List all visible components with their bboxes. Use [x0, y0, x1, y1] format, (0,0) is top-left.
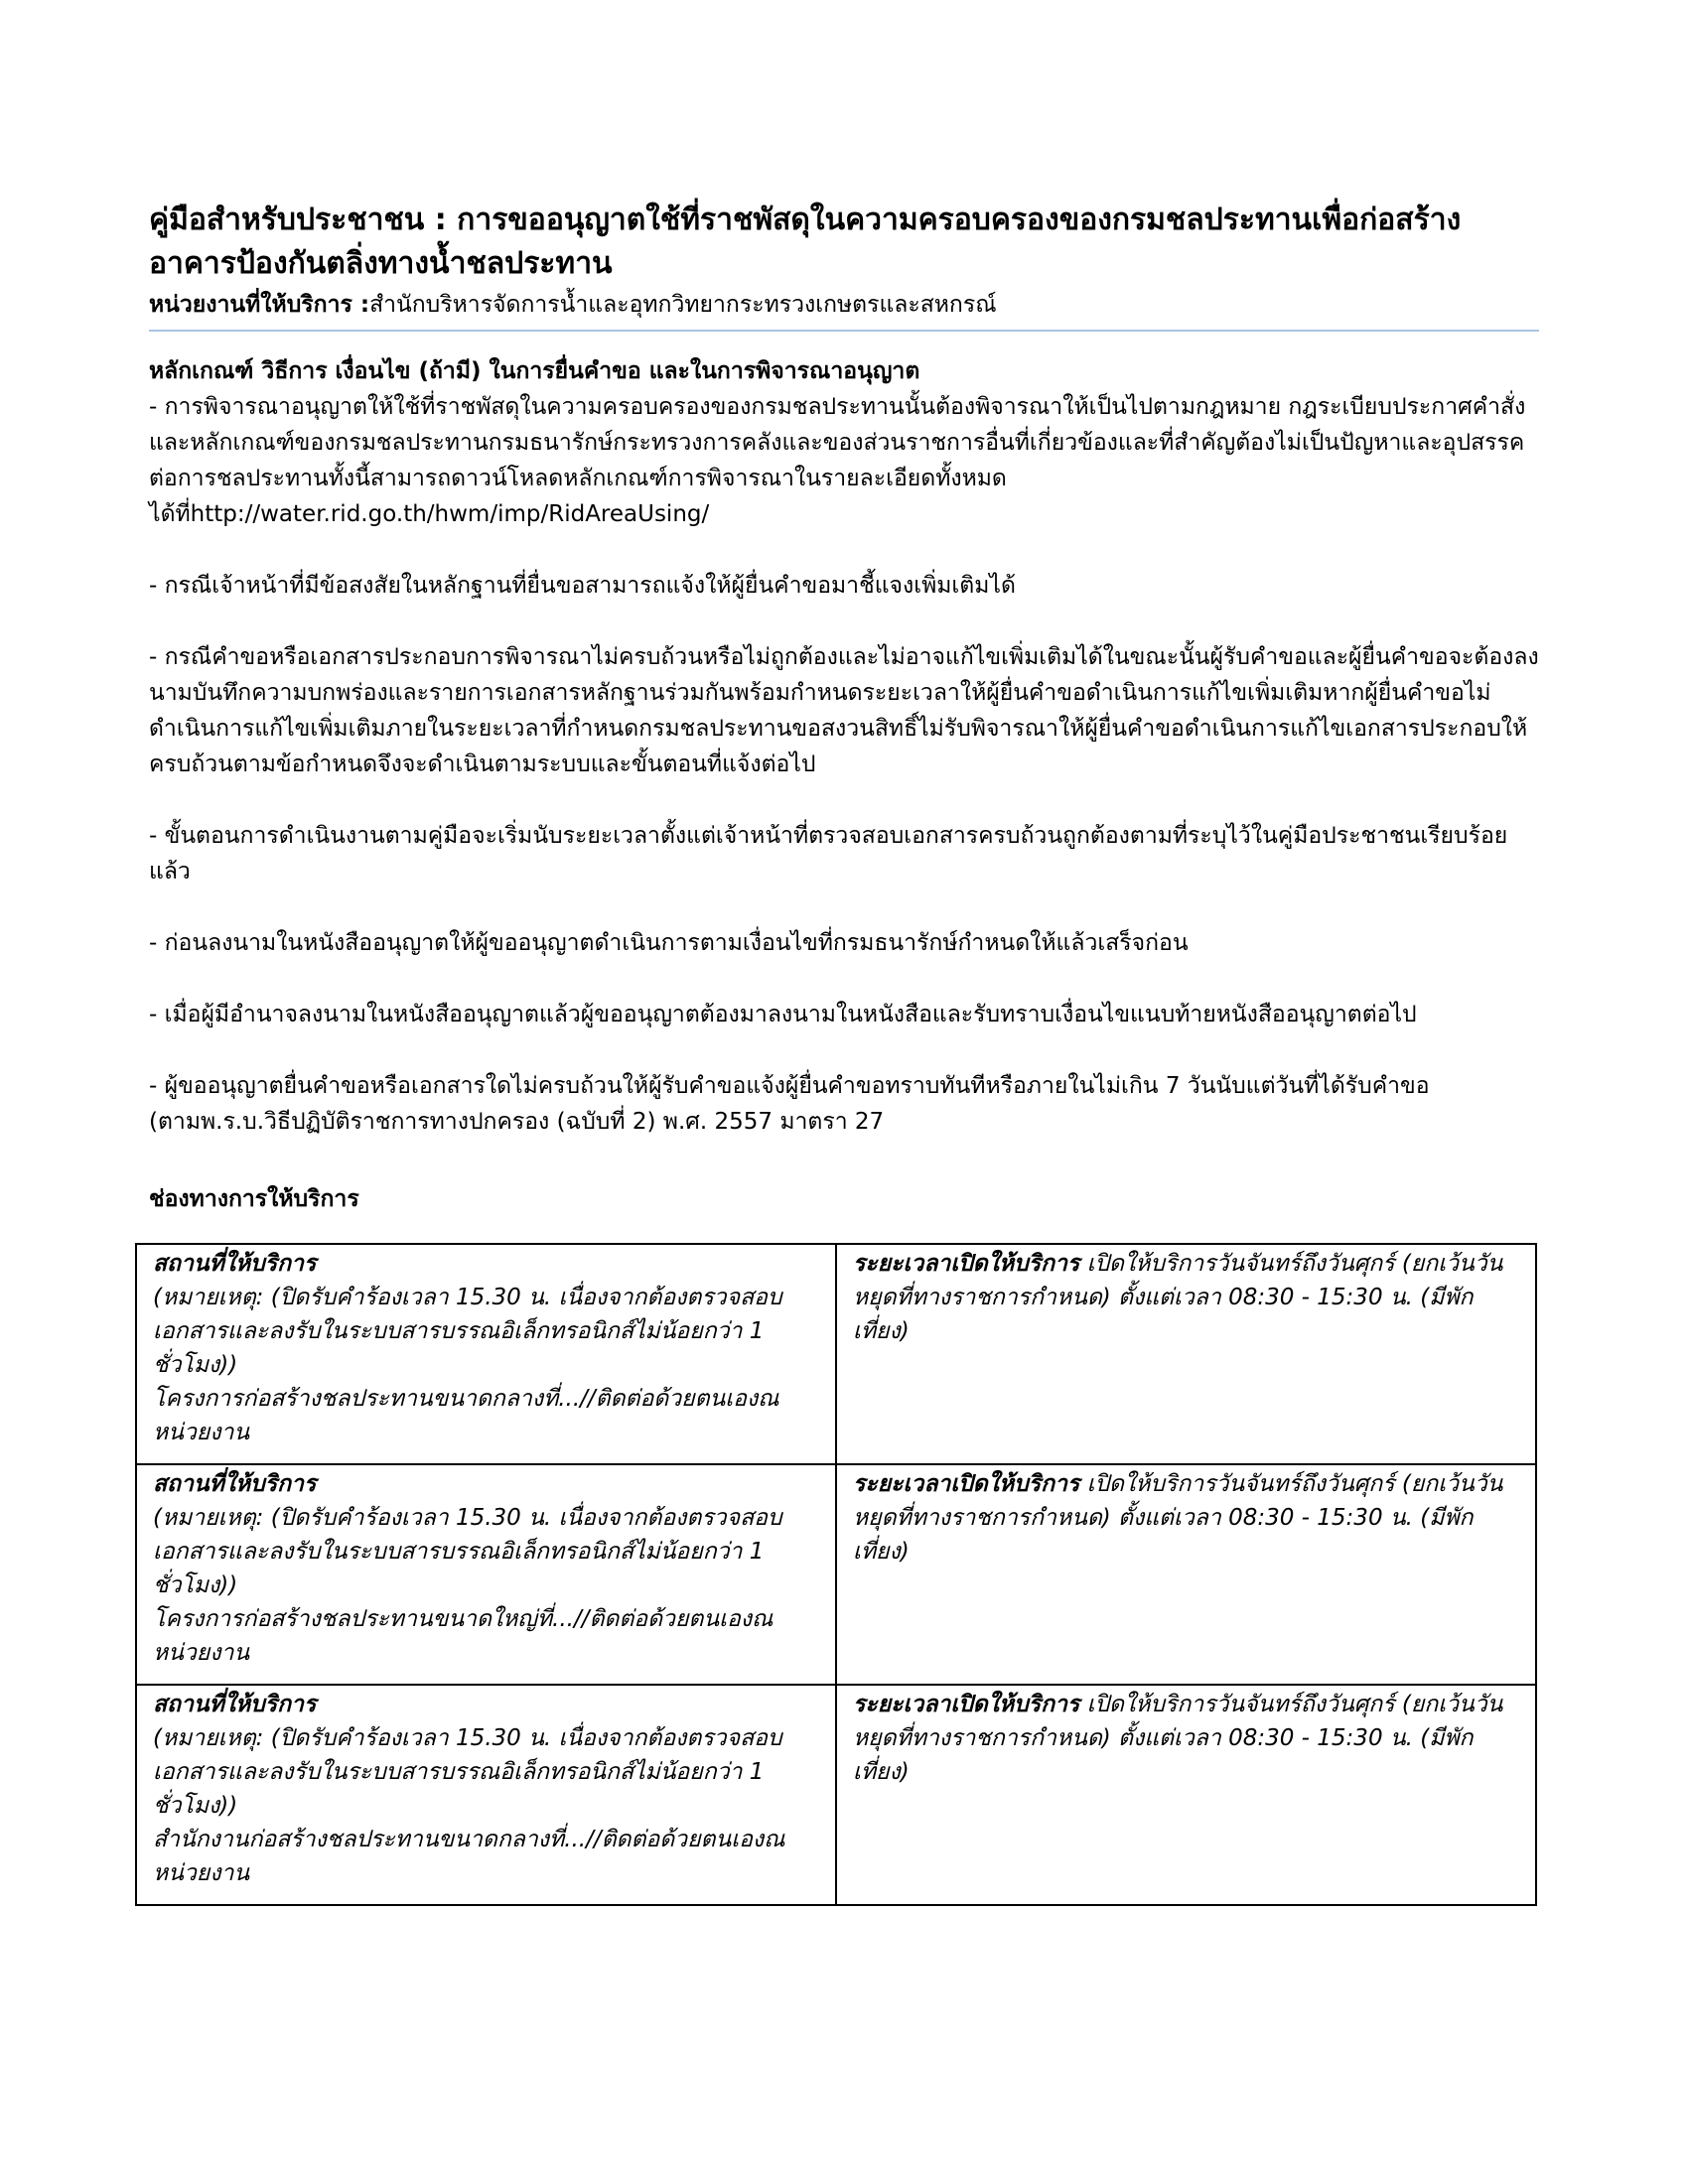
service-place: โครงการก่อสร้างชลประทานขนาดใหญ่ที่...//ติดต่อด้วยตนเองณหน่วยงาน [153, 1606, 774, 1666]
table-row [136, 1685, 1536, 1905]
service-place-cell [136, 1244, 836, 1464]
service-place-label: สถานที่ให้บริการ [153, 1692, 317, 1717]
service-note: (หมายเหตุ: (ปิดรับคำร้องเวลา 15.30 น. เนื่องจากต้องตรวจสอบเอกสารและลงรับในระบบสารบรรณอิเล็กทรอนิกส์ไม่น้อยกว่า 1 ชั่วโมง)) [153, 1505, 782, 1598]
service-note: (หมายเหตุ: (ปิดรับคำร้องเวลา 15.30 น. เนื่องจากต้องตรวจสอบเอกสารและลงรับในระบบสารบรรณอิเล็กทรอนิกส์ไม่น้อยกว่า 1 ชั่วโมง)) [153, 1285, 782, 1378]
criteria-heading: หลักเกณฑ์ วิธีการ เงื่อนไข (ถ้ามี) ในการยื่นคำขอ และในการพิจารณาอนุญาต [149, 358, 920, 384]
document-page [149, 199, 1539, 1906]
service-hours-label: ระยะเวลาเปิดให้บริการ [853, 1692, 1080, 1717]
service-hours-text: เปิดให้บริการวันจันทร์ถึงวันศุกร์ (ยกเว้นวันหยุดที่ทางราชการกำหนด) ตั้งแต่เวลา 08:30 - 15:30 น. (มีพักเที่ยง) [853, 1471, 1503, 1565]
service-hours-cell [836, 1244, 1536, 1464]
header-divider [149, 330, 1539, 332]
table-row [136, 1464, 1536, 1685]
service-hours-label: ระยะเวลาเปิดให้บริการ [853, 1251, 1080, 1277]
criteria-paragraph: - เมื่อผู้มีอำนาจลงนามในหนังสืออนุญาตแล้วผู้ขออนุญาตต้องมาลงนามในหนังสือและรับทราบเงื่อนไขแนบท้ายหนังสืออนุญาตต่อไป [149, 1002, 1417, 1027]
service-hours-label: ระยะเวลาเปิดให้บริการ [853, 1471, 1080, 1497]
service-hours-text: เปิดให้บริการวันจันทร์ถึงวันศุกร์ (ยกเว้นวันหยุดที่ทางราชการกำหนด) ตั้งแต่เวลา 08:30 - 15:30 น. (มีพักเที่ยง) [853, 1251, 1503, 1344]
service-channels-table [135, 1243, 1537, 1906]
service-hours-cell [836, 1464, 1536, 1685]
service-place: สำนักงานก่อสร้างชลประทานขนาดกลางที่...//ติดต่อด้วยตนเองณหน่วยงาน [153, 1827, 785, 1886]
criteria-paragraph: - กรณีคำขอหรือเอกสารประกอบการพิจารณาไม่ครบถ้วนหรือไม่ถูกต้องและไม่อาจแก้ไขเพิ่มเติมได้ในขณะนั้นผู้รับคำขอและผู้ยื่นคำขอจะต้องลงนามบันทึกความบกพร่องและรายการเอกสารหลักฐานร่วมกันพร้อมกำหนดระยะเวลาให้ผู้ยื่นคำขอดำเนินการแก้ไขเพิ่มเติมหากผู้ยื่นคำขอไม่ดำเนินการแก้ไขเพิ่มเติมภายในระยะเวลาที่กำหนดกรมชลประทานขอสงวนสิทธิ์ไม่รับพิจารณาให้ผู้ยื่นคำขอดำเนินการแก้ไขเอกสารประกอบให้ครบถ้วนตามข้อกำหนดจึงจะดำเนินตามระบบและขั้นตอนที่แจ้งต่อไป [149, 644, 1539, 777]
criteria-paragraph: - การพิจารณาอนุญาตให้ใช้ที่ราชพัสดุในความครอบครองของกรมชลประทานนั้นต้องพิจารณาให้เป็นไปตามกฎหมาย กฎระเบียบประกาศคำสั่งและหลักเกณฑ์ของกรมชลประทานกรมธนารักษ์กระทรวงการคลังและของส่วนราชการอื่นที่เกี่ยวข้องและที่สำคัญต้องไม่เป็นปัญหาและอุปสรรคต่อการชลประทานทั้งนี้สามารถดาวน์โหลดหลักเกณฑ์การพิจารณาในรายละเอียดทั้งหมดได้ที่http://water.rid.go.th/hwm/imp/RidAreaUsing/ [149, 394, 1526, 527]
page-title: คู่มือสำหรับประชาชน : การขออนุญาตใช้ที่ราชพัสดุในความครอบครองของกรมชลประทานเพื่อก่อสร้างอาคารป้องกันตลิ่งทางน้ำชลประทาน [149, 203, 1462, 281]
service-place-label: สถานที่ให้บริการ [153, 1251, 317, 1277]
service-place: โครงการก่อสร้างชลประทานขนาดกลางที่...//ติดต่อด้วยตนเองณหน่วยงาน [153, 1386, 779, 1445]
service-place-cell [136, 1685, 836, 1905]
channels-heading: ช่องทางการให้บริการ [149, 1186, 359, 1212]
agency-value: สำนักบริหารจัดการน้ำและอุทกวิทยากระทรวงเกษตรและสหกรณ์ [369, 292, 997, 318]
criteria-paragraph: - ขั้นตอนการดำเนินงานตามคู่มือจะเริ่มนับระยะเวลาตั้งแต่เจ้าหน้าที่ตรวจสอบเอกสารครบถ้วนถูกต้องตามที่ระบุไว้ในคู่มือประชาชนเรียบร้อยแล้ว [149, 823, 1508, 885]
service-place-cell [136, 1464, 836, 1685]
agency-line [149, 288, 1539, 322]
service-place-label: สถานที่ให้บริการ [153, 1471, 317, 1497]
agency-label: หน่วยงานที่ให้บริการ : [149, 292, 370, 318]
service-hours-cell [836, 1685, 1536, 1905]
table-row [136, 1244, 1536, 1464]
criteria-paragraph: - กรณีเจ้าหน้าที่มีข้อสงสัยในหลักฐานที่ยื่นขอสามารถแจ้งให้ผู้ยื่นคำขอมาชี้แจงเพิ่มเติมได้ [149, 573, 1016, 599]
criteria-paragraph: - ก่อนลงนามในหนังสืออนุญาตให้ผู้ขออนุญาตดำเนินการตามเงื่อนไขที่กรมธนารักษ์กำหนดให้แล้วเสร็จก่อน [149, 930, 1189, 956]
service-note: (หมายเหตุ: (ปิดรับคำร้องเวลา 15.30 น. เนื่องจากต้องตรวจสอบเอกสารและลงรับในระบบสารบรรณอิเล็กทรอนิกส์ไม่น้อยกว่า 1 ชั่วโมง)) [153, 1725, 782, 1819]
service-hours-text: เปิดให้บริการวันจันทร์ถึงวันศุกร์ (ยกเว้นวันหยุดที่ทางราชการกำหนด) ตั้งแต่เวลา 08:30 - 15:30 น. (มีพักเที่ยง) [853, 1692, 1503, 1785]
criteria-paragraph: - ผู้ขออนุญาตยื่นคำขอหรือเอกสารใดไม่ครบถ้วนให้ผู้รับคำขอแจ้งผู้ยื่นคำขอทราบทันทีหรือภายในไม่เกิน 7 วันนับแต่วันที่ได้รับคำขอ (ตามพ.ร.บ.วิธีปฏิบัติราชการทางปกครอง (ฉบับที่ 2) พ.ศ. 2557 มาตรา 27 [149, 1073, 1430, 1135]
